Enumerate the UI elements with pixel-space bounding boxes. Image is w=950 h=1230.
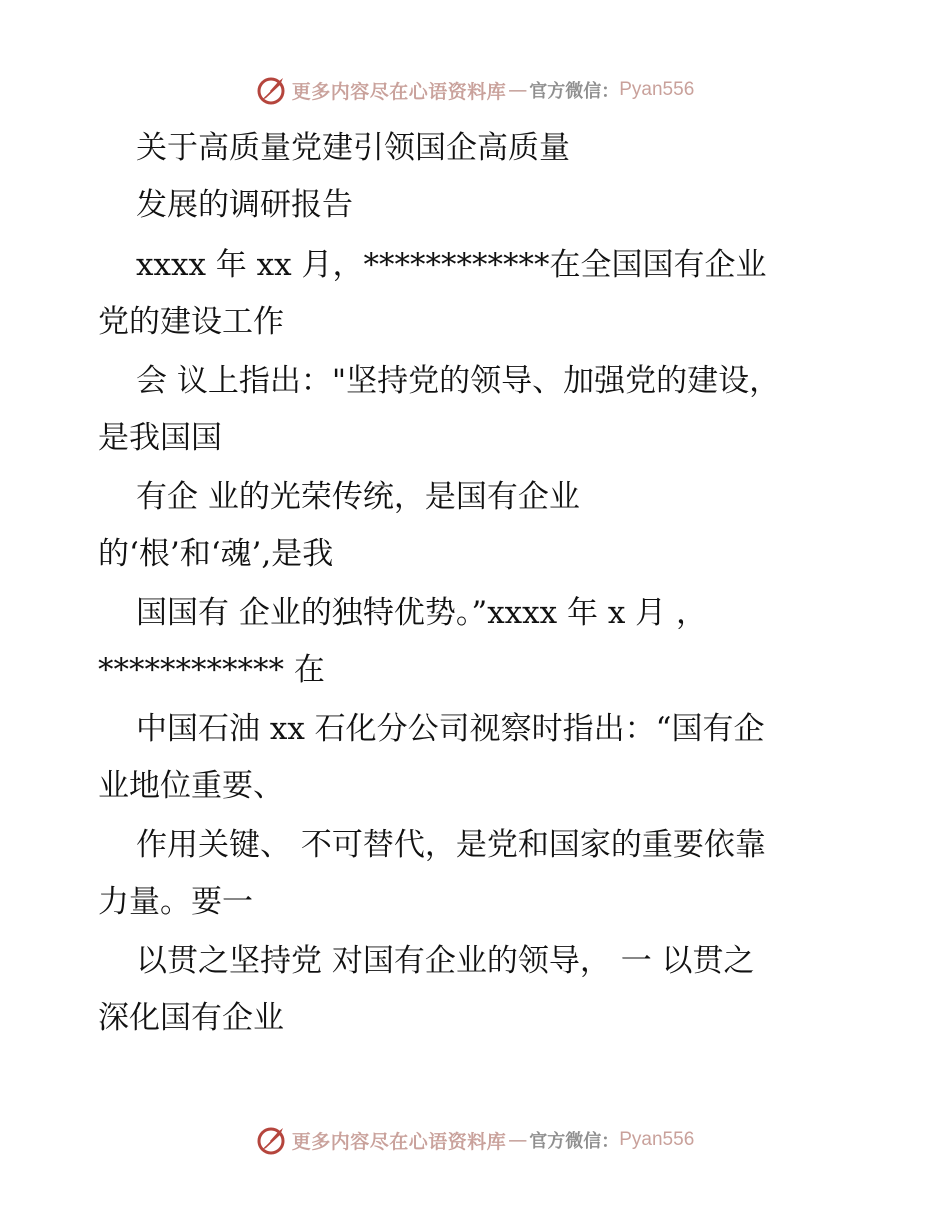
watermark-text: 更多内容尽在心语资料库 — [291, 80, 507, 103]
paragraph-line: 会 议上指出："坚持党的领导、加强党的建设， — [136, 363, 781, 399]
quill-logo-icon — [256, 74, 288, 106]
document-title-line-2: 发展的调研报告 — [136, 187, 353, 223]
watermark-wechat-label: 官方微信： — [529, 1131, 620, 1152]
document-title-line-1: 关于高质量党建引领国企高质量 — [136, 130, 570, 166]
paragraph-line: 的‘根’和‘魂’,是我 — [98, 536, 334, 572]
paragraph-line: 有企 业的光荣传统，是国有企业 — [136, 479, 580, 515]
watermark-text: 更多内容尽在心语资料库 — [291, 1130, 507, 1153]
paragraph-line: 是我国国 — [98, 420, 222, 456]
watermark-dash: — — [508, 79, 528, 101]
watermark-wechat-id: Pyan556 — [619, 1129, 695, 1150]
paragraph-line: 深化国有企业 — [98, 1000, 284, 1036]
paragraph-line: 作用关键、 不可替代，是党和国家的重要依靠 — [136, 827, 766, 863]
footer-watermark-banner — [0, 1120, 950, 1160]
header-watermark-banner — [0, 70, 950, 110]
paragraph-line: xxxx 年 xx 月，************在全国国有企业 — [136, 247, 767, 283]
quill-logo-icon — [256, 1124, 288, 1156]
paragraph-line: 以贯之坚持党 对国有企业的领导， 一 以贯之 — [136, 943, 755, 979]
watermark-wechat-id: Pyan556 — [619, 79, 695, 100]
watermark-dash: — — [508, 1129, 528, 1151]
paragraph-line: 力量。要一 — [98, 884, 253, 920]
paragraph-line: 党的建设工作 — [98, 304, 284, 340]
watermark-wechat-label: 官方微信： — [529, 81, 620, 102]
paragraph-line: ************ 在 — [98, 652, 325, 688]
paragraph-line: 国国有 企业的独特优势。”xxxx 年 x 月 ， — [136, 595, 708, 631]
paragraph-line: 中国石油 xx 石化分公司视察时指出：“国有企 — [136, 711, 765, 747]
paragraph-line: 业地位重要、 — [98, 768, 284, 804]
